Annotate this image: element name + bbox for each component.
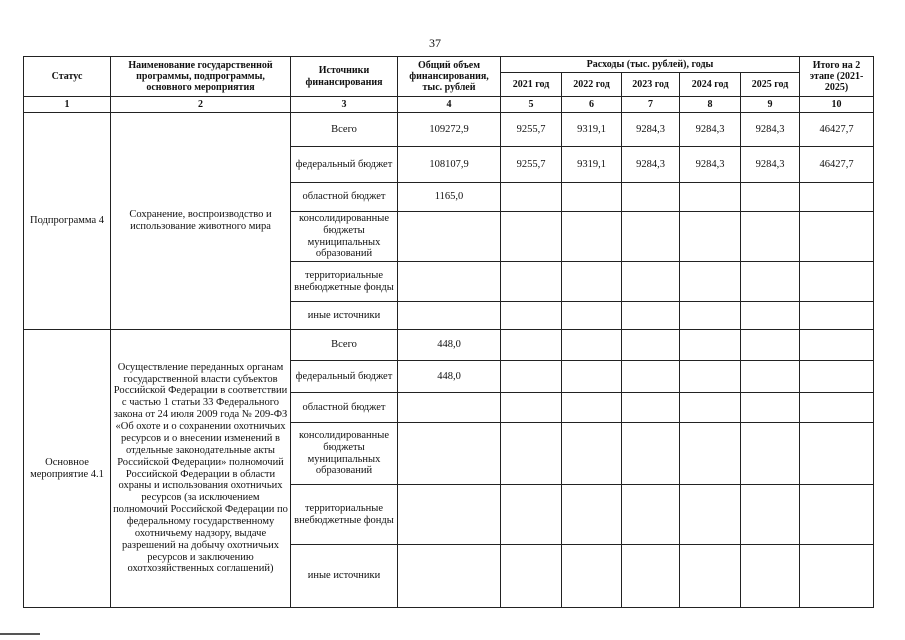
year-cell <box>622 423 680 485</box>
stage-total-cell <box>800 262 874 302</box>
header-status: Статус <box>24 57 111 97</box>
source-cell: федеральный бюджет <box>291 361 398 393</box>
year-cell <box>501 183 562 212</box>
year-cell <box>680 302 741 330</box>
year-cell <box>622 545 680 608</box>
year-cell <box>501 302 562 330</box>
year-cell <box>741 361 800 393</box>
total-cell <box>398 545 501 608</box>
year-cell <box>622 212 680 262</box>
header-year: 2022 год <box>562 73 622 97</box>
year-cell <box>501 212 562 262</box>
stage-total-cell <box>800 212 874 262</box>
year-cell <box>741 212 800 262</box>
source-cell: консолидированные бюджеты муниципальных образований <box>291 423 398 485</box>
header-name: Наименование государственной программы, подпрограммы, основного мероприятия <box>111 57 291 97</box>
year-cell <box>501 545 562 608</box>
total-cell <box>398 262 501 302</box>
total-cell <box>398 302 501 330</box>
year-cell <box>562 262 622 302</box>
header-year: 2023 год <box>622 73 680 97</box>
year-cell <box>562 545 622 608</box>
year-cell: 9319,1 <box>562 147 622 183</box>
year-cell <box>680 485 741 545</box>
column-number: 5 <box>501 97 562 113</box>
source-cell: федеральный бюджет <box>291 147 398 183</box>
stage-total-cell: 46427,7 <box>800 113 874 147</box>
year-cell <box>562 393 622 423</box>
year-cell <box>622 302 680 330</box>
section-name: Сохранение, воспроизводство и использование животного мира <box>111 113 291 330</box>
header-stage-total: Итого на 2 этапе (2021-2025) <box>800 57 874 97</box>
section-name: Осуществление переданных органам государственной власти субъектов Российской Федерации в соответствии с частью 1 статьи 33 Федерального закона от 24 июля 2009 года № 209-ФЗ «Об охоте и о сохранении охотничьих ресурсов и о внесении изменений в отдельные законодательные акты Российской Федерации» полномочий Российской Федерации в области охраны и использования охотничьих ресурсов (за исключением полномочий Российской Федерации по федеральному государственному охотничьему надзору, выдаче разрешений на добычу охотничьих ресурсов и заключению охотхозяйственных соглашений) <box>111 330 291 608</box>
year-cell <box>622 330 680 361</box>
year-cell <box>562 330 622 361</box>
stage-total-cell <box>800 330 874 361</box>
total-cell: 448,0 <box>398 330 501 361</box>
stage-total-cell <box>800 183 874 212</box>
year-cell <box>680 361 741 393</box>
year-cell: 9284,3 <box>622 147 680 183</box>
table-row <box>24 113 874 147</box>
year-cell: 9284,3 <box>741 147 800 183</box>
column-number: 8 <box>680 97 741 113</box>
year-cell <box>622 262 680 302</box>
stage-total-cell <box>800 393 874 423</box>
year-cell <box>501 393 562 423</box>
header-expenses: Расходы (тыс. рублей), годы <box>501 57 800 73</box>
column-number: 9 <box>741 97 800 113</box>
column-number: 4 <box>398 97 501 113</box>
stage-total-cell: 46427,7 <box>800 147 874 183</box>
year-cell <box>741 262 800 302</box>
year-cell <box>562 212 622 262</box>
year-cell <box>680 212 741 262</box>
year-cell <box>622 183 680 212</box>
year-cell: 9284,3 <box>622 113 680 147</box>
total-cell <box>398 485 501 545</box>
source-cell: территориальные внебюджетные фонды <box>291 485 398 545</box>
total-cell <box>398 393 501 423</box>
year-cell <box>741 423 800 485</box>
section-status: Подпрограмма 4 <box>24 113 111 330</box>
year-cell <box>741 302 800 330</box>
total-cell: 108107,9 <box>398 147 501 183</box>
table-row <box>24 330 874 361</box>
year-cell <box>680 183 741 212</box>
total-cell <box>398 423 501 485</box>
header-year: 2024 год <box>680 73 741 97</box>
year-cell: 9284,3 <box>680 147 741 183</box>
year-cell: 9284,3 <box>741 113 800 147</box>
source-cell: областной бюджет <box>291 393 398 423</box>
stage-total-cell <box>800 485 874 545</box>
source-cell: иные источники <box>291 302 398 330</box>
source-cell: Всего <box>291 113 398 147</box>
header-year: 2021 год <box>501 73 562 97</box>
stage-total-cell <box>800 545 874 608</box>
year-cell <box>562 361 622 393</box>
year-cell <box>680 545 741 608</box>
stage-total-cell <box>800 302 874 330</box>
source-cell: территориальные внебюджетные фонды <box>291 262 398 302</box>
year-cell <box>741 183 800 212</box>
column-number: 2 <box>111 97 291 113</box>
budget-table <box>23 56 874 608</box>
year-cell <box>741 545 800 608</box>
year-cell <box>680 330 741 361</box>
column-number: 3 <box>291 97 398 113</box>
year-cell <box>741 330 800 361</box>
year-cell <box>562 423 622 485</box>
year-cell <box>741 393 800 423</box>
total-cell <box>398 212 501 262</box>
year-cell: 9284,3 <box>680 113 741 147</box>
source-cell: областной бюджет <box>291 183 398 212</box>
total-cell: 109272,9 <box>398 113 501 147</box>
year-cell <box>501 485 562 545</box>
year-cell <box>501 423 562 485</box>
year-cell <box>741 485 800 545</box>
year-cell <box>622 485 680 545</box>
year-cell <box>680 423 741 485</box>
year-cell: 9255,7 <box>501 113 562 147</box>
header-total-volume: Общий объем финансирования, тыс. рублей <box>398 57 501 97</box>
year-cell <box>680 393 741 423</box>
year-cell <box>562 485 622 545</box>
column-number: 10 <box>800 97 874 113</box>
header-year: 2025 год <box>741 73 800 97</box>
year-cell <box>501 330 562 361</box>
year-cell <box>680 262 741 302</box>
page-number: 37 <box>429 36 441 50</box>
year-cell: 9319,1 <box>562 113 622 147</box>
year-cell <box>501 361 562 393</box>
source-cell: иные источники <box>291 545 398 608</box>
column-number: 1 <box>24 97 111 113</box>
year-cell <box>622 393 680 423</box>
year-cell <box>562 183 622 212</box>
section-status: Основное мероприятие 4.1 <box>24 330 111 608</box>
column-number: 6 <box>562 97 622 113</box>
year-cell <box>501 262 562 302</box>
year-cell <box>622 361 680 393</box>
header-sources: Источники финансирования <box>291 57 398 97</box>
stage-total-cell <box>800 423 874 485</box>
stage-total-cell <box>800 361 874 393</box>
year-cell <box>562 302 622 330</box>
column-number: 7 <box>622 97 680 113</box>
total-cell: 448,0 <box>398 361 501 393</box>
total-cell: 1165,0 <box>398 183 501 212</box>
year-cell: 9255,7 <box>501 147 562 183</box>
scan-edge-mark <box>0 633 40 635</box>
source-cell: консолидированные бюджеты муниципальных образований <box>291 212 398 262</box>
source-cell: Всего <box>291 330 398 361</box>
